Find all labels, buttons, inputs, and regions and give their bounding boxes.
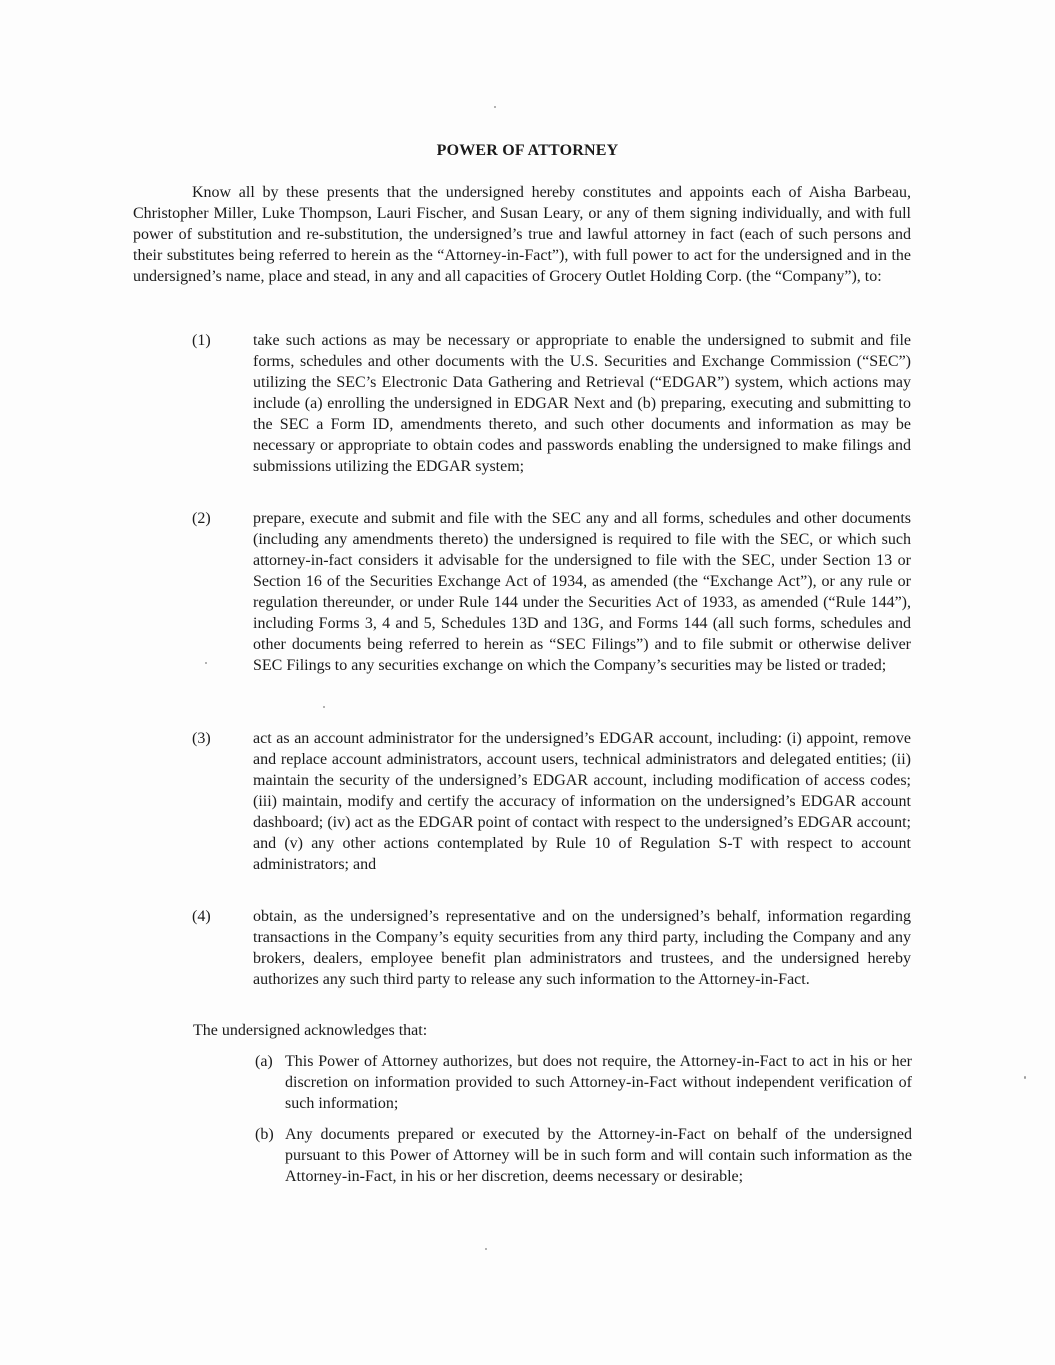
list-item-text: act as an account administrator for the undersigned’s EDGAR account, including: (i) appoint, remove and replace account administrators, account users, technical administrators and delegated entities; (ii) maintain the security of the undersigned’s EDGAR account, including modification of access codes; (iii) maintain, modify and certify the accuracy of information on the undersigned’s EDGAR account dashboard; (iv) act as the EDGAR point of contact with respect to the undersigned’s EDGAR account; and (v) any other actions contemplated by Rule 10 of Regulation S-T with respect to account administrators; and	[253, 730, 911, 873]
scan-speck	[494, 106, 496, 108]
list-item-number: (2)	[192, 510, 211, 527]
list-item-number: (3)	[192, 730, 211, 747]
scan-speck	[1024, 1076, 1026, 1079]
sub-list-item-text: Any documents prepared or executed by the Attorney-in-Fact on behalf of the undersigned pursuant to this Power of Attorney will be in such form and will contain such information as the Attorney-in-Fact, in his or her discretion, deems necessary or desirable;	[285, 1126, 912, 1185]
list-item-text: obtain, as the undersigned’s representative and on the undersigned’s behalf, information regarding transactions in the Company’s equity securities from any third party, including the Company and any brokers, dealers, employee benefit plan administrators and trustees, and the undersigned hereby authorizes any such third party to release any such information to the Attorney-in-Fact.	[253, 908, 911, 988]
sub-list-item-letter: (a)	[255, 1053, 273, 1070]
document-title: POWER OF ATTORNEY	[436, 142, 619, 159]
scan-speck	[323, 706, 325, 708]
scan-speck	[485, 1248, 487, 1250]
list-item-number: (1)	[192, 332, 211, 349]
list-item-text: prepare, execute and submit and file with the SEC any and all forms, schedules and other documents (including any amendments thereto) the undersigned is required to file with the SEC, or which such attorney-in-fact considers it advisable for the undersigned to file with the SEC, under Section 13 or Section 16 of the Securities Exchange Act of 1934, as amended (the “Exchange Act”), or any rule or regulation thereunder, or under Rule 144 under the Securities Act of 1933, as amended (“Rule 144”), including Forms 3, 4 and 5, Schedules 13D and 13G, and Forms 144 (all such forms, schedules and other documents being referred to herein as “SEC Filings”) and to file submit or otherwise deliver SEC Filings to any securities exchange on which the Company’s securities may be listed or traded;	[253, 510, 911, 674]
list-item-text: take such actions as may be necessary or appropriate to enable the undersigned to submit and file forms, schedules and other documents with the U.S. Securities and Exchange Commission (“SEC”) utilizing the SEC’s Electronic Data Gathering and Retrieval (“EDGAR”) system, which actions may include (a) enrolling the undersigned in EDGAR Next and (b) preparing, executing and submitting to the SEC a Form ID, amendments thereto, and such other documents and information as may be necessary or appropriate to obtain codes and passwords enabling the undersigned to make filings and submissions utilizing the EDGAR system;	[253, 332, 911, 475]
list-item-number: (4)	[192, 908, 211, 925]
sub-list-item-text: This Power of Attorney authorizes, but does not require, the Attorney-in-Fact to act in his or her discretion on information provided to such Attorney-in-Fact without independent verification of such information;	[285, 1053, 912, 1112]
acknowledgement-heading: The undersigned acknowledges that:	[193, 1022, 428, 1039]
scan-speck	[205, 662, 207, 664]
sub-list-item-letter: (b)	[255, 1126, 274, 1143]
intro-paragraph: Know all by these presents that the undersigned hereby constitutes and appoints each of Aisha Barbeau, Christopher Miller, Luke Thompson, Lauri Fischer, and Susan Leary, or any of them signing individually, and with full power of substitution and re-substitution, the undersigned’s true and lawful attorney in fact (each of such persons and their substitutes being referred to herein as the “Attorney-in-Fact”), with full power to act for the undersigned and in the undersigned’s name, place and stead, in any and all capacities of Grocery Outlet Holding Corp. (the “Company”), to:	[133, 184, 911, 285]
